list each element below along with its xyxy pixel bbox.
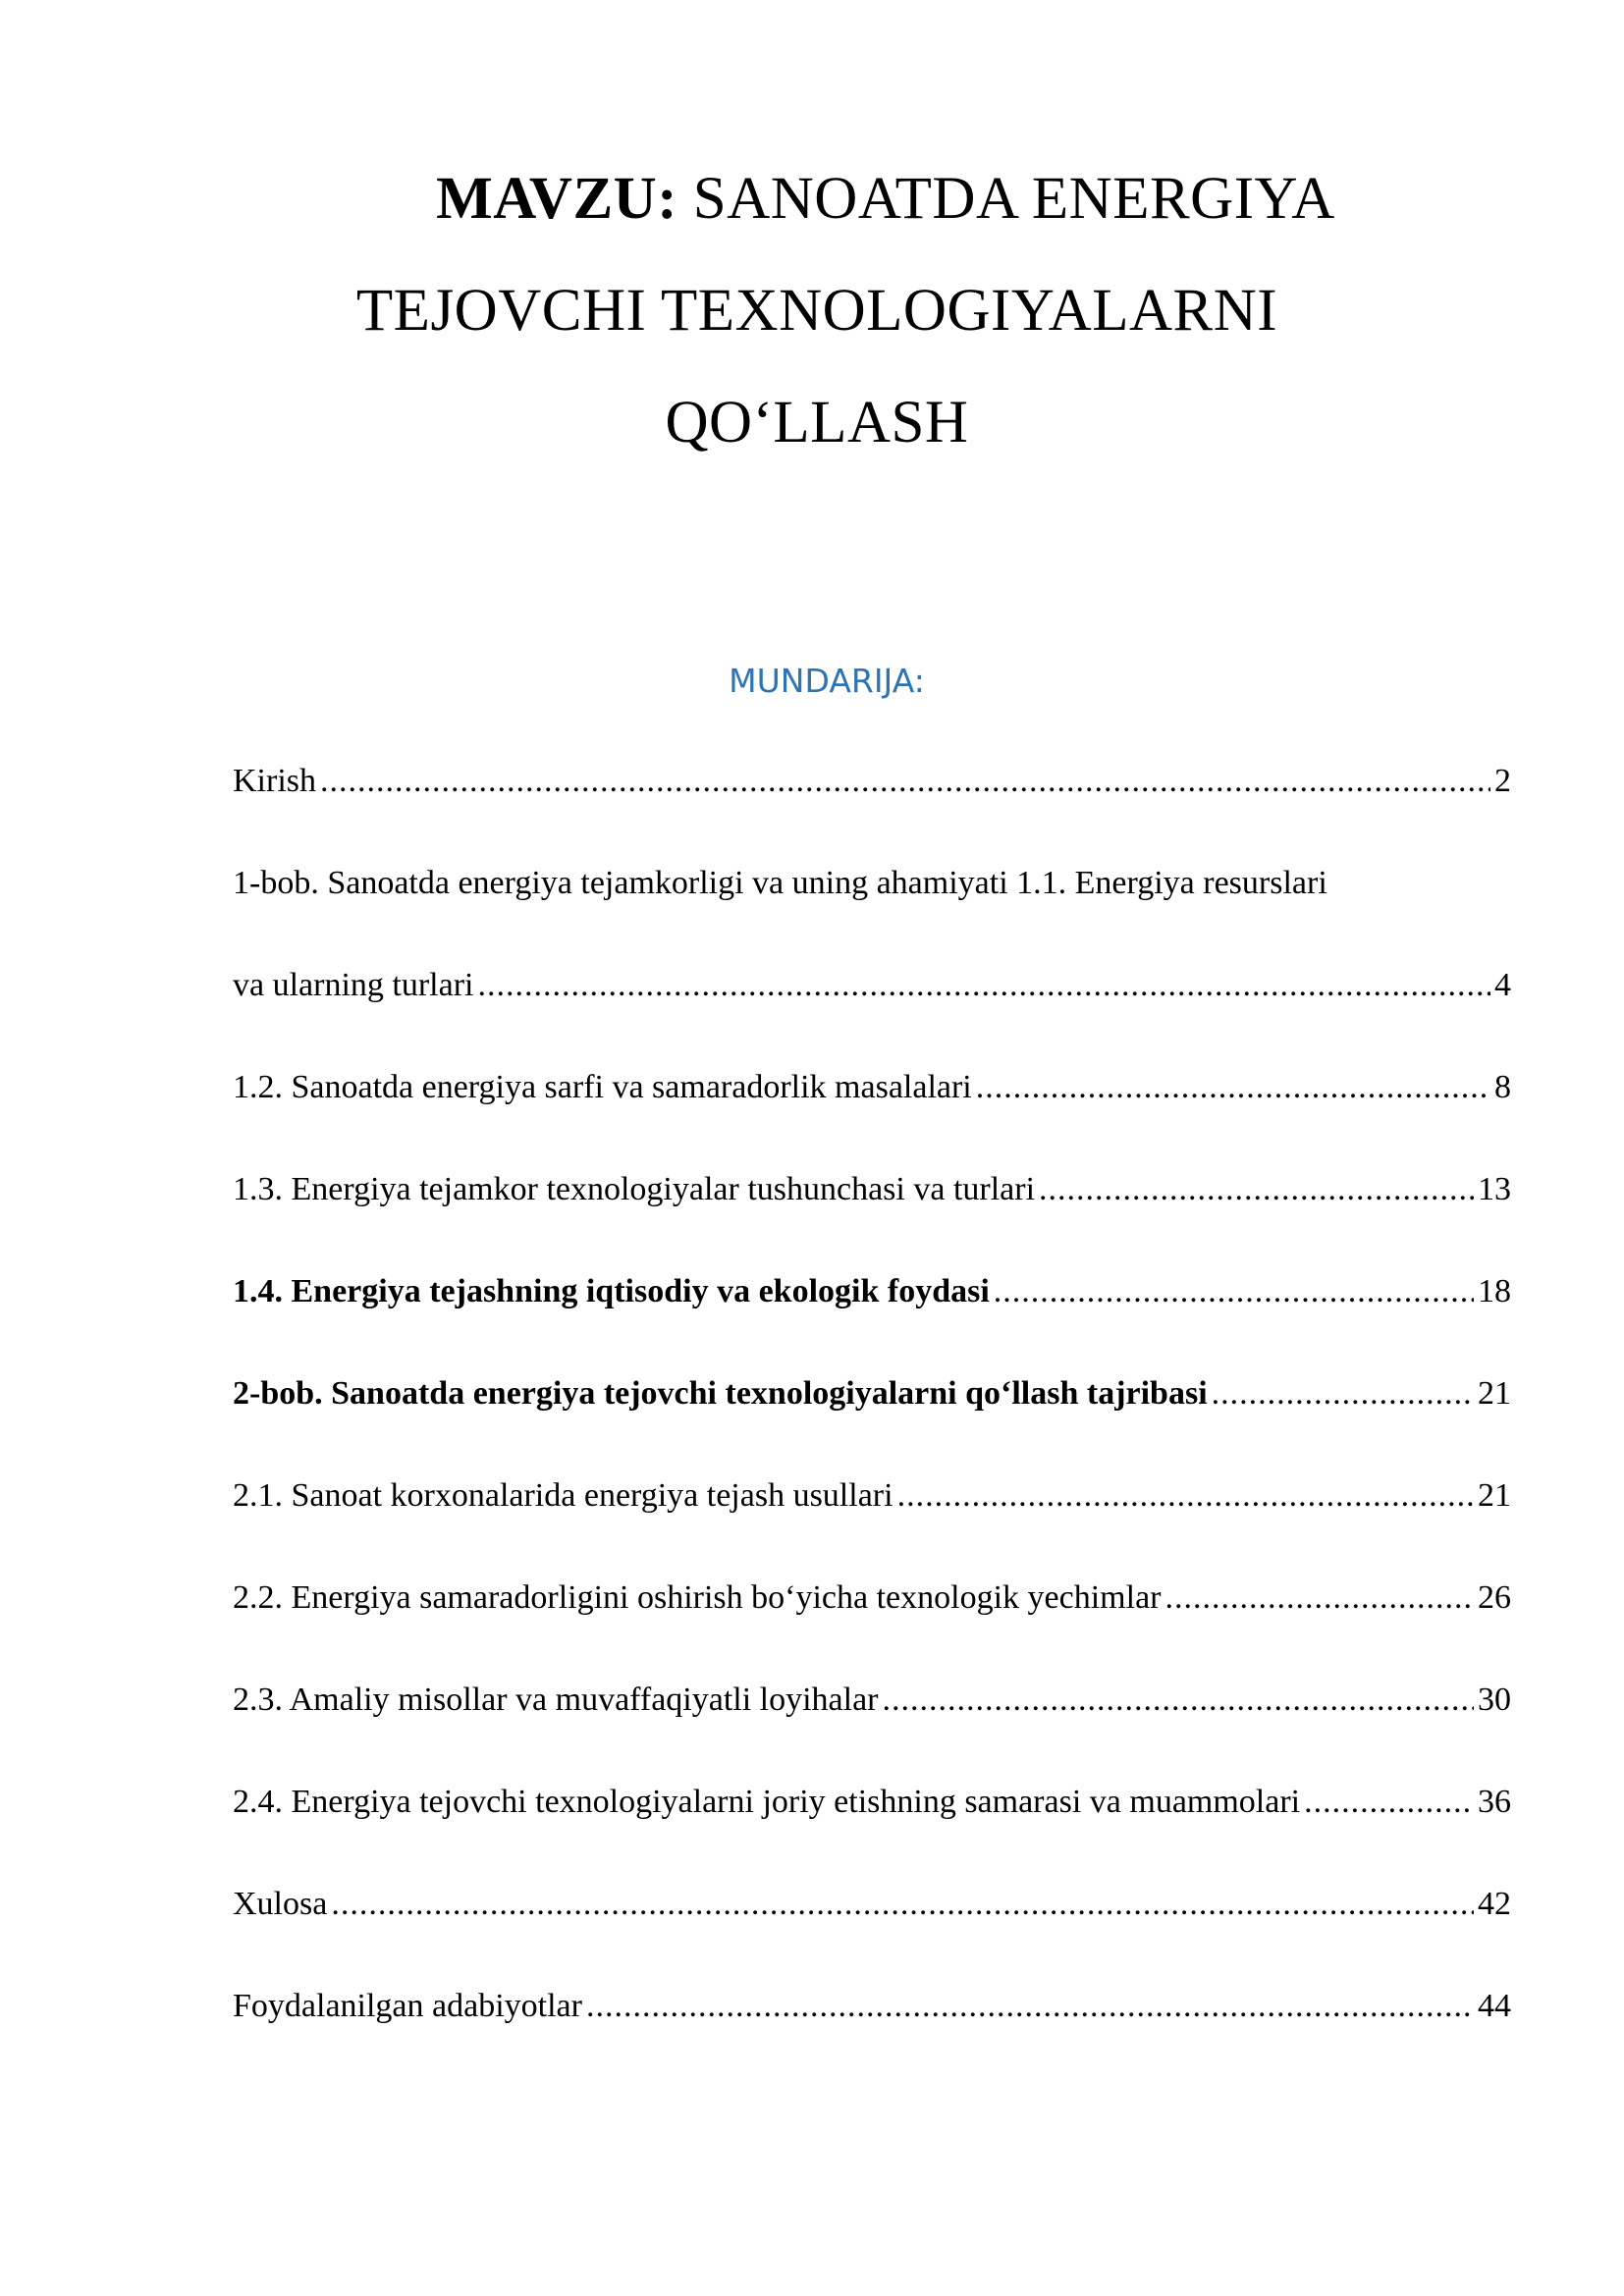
toc-page-number: 21 <box>1478 1375 1511 1412</box>
toc-page-number: 2 <box>1494 763 1511 799</box>
toc-entry-2-1 <box>233 1470 1511 1522</box>
toc-entry-1-3 <box>233 1164 1511 1215</box>
toc-leader-dots <box>1039 1164 1474 1215</box>
toc-leader-dots <box>586 1981 1474 2032</box>
toc-leader-dots <box>994 1266 1474 1317</box>
toc-entry-text: 2.1. Sanoat korxonalarida energiya tejash usullari <box>233 1477 893 1514</box>
toc-leader-dots <box>331 1879 1474 1930</box>
toc-entry-kirish <box>233 756 1511 807</box>
toc-heading: MUNDARIJA: <box>729 662 925 700</box>
toc-page-number: 8 <box>1494 1069 1511 1105</box>
toc-leader-dots <box>1212 1368 1474 1419</box>
toc-leader-dots <box>320 756 1490 807</box>
toc-page-number: 13 <box>1478 1171 1511 1207</box>
title-line-2: TEJOVCHI TEXNOLOGIYALARNI <box>355 278 1278 344</box>
toc-leader-dots <box>477 960 1490 1011</box>
toc-entry-xulosa <box>233 1879 1511 1930</box>
title-line-1-text: SANOATDA ENERGIYA <box>677 166 1335 232</box>
toc-leader-dots <box>883 1675 1474 1726</box>
toc-entry-text: 2.2. Energiya samaradorligini oshirish bo‘yicha texnologik yechimlar <box>233 1579 1162 1616</box>
title-line-3: QO‘LLASH <box>665 390 969 455</box>
document-title <box>0 143 1624 479</box>
toc-entry-1-2 <box>233 1062 1511 1113</box>
title-line-1 <box>0 143 1624 255</box>
toc-entry-text: 1.3. Energiya tejamkor texnologiyalar tushunchasi va turlari <box>233 1171 1036 1207</box>
toc-page-number: 21 <box>1478 1477 1511 1514</box>
toc-entry-text: Xulosa <box>233 1886 328 1922</box>
toc-entry-text: 2-bob. Sanoatda energiya tejovchi texnologiyalarni qo‘llash tajribasi <box>233 1375 1208 1412</box>
toc-page-number: 18 <box>1478 1273 1511 1309</box>
toc-page-number: 42 <box>1478 1886 1511 1922</box>
toc-entry-text: 1.4. Energiya tejashning iqtisodiy va ekologik foydasi <box>233 1273 990 1309</box>
toc-entry-chapter-2 <box>233 1368 1511 1419</box>
toc-entry-text: 2.3. Amaliy misollar va muvaffaqiyatli loyihalar <box>233 1682 879 1718</box>
toc-page-number: 44 <box>1478 1988 1511 2024</box>
toc-entry-1-4 <box>233 1266 1511 1317</box>
toc-entry-text: 2.4. Energiya tejovchi texnologiyalarni joriy etishning samarasi va muammolari <box>233 1784 1301 1820</box>
toc-page-number: 36 <box>1478 1784 1511 1820</box>
toc-entry-text: 1.2. Sanoatda energiya sarfi va samaradorlik masalalari <box>233 1069 972 1105</box>
toc-entry-text-line-1: 1-bob. Sanoatda energiya tejamkorligi va uning ahamiyati 1.1. Energiya resurslari <box>233 865 1327 901</box>
toc-entry-text: va ularning turlari <box>233 967 474 1003</box>
toc-entry-2-3 <box>233 1675 1511 1726</box>
toc-leader-dots <box>976 1062 1490 1113</box>
toc-entry-chapter-1 <box>233 865 1511 1011</box>
toc-page-number: 30 <box>1478 1682 1511 1718</box>
toc-entry-text: Kirish <box>233 763 316 799</box>
toc-page-number: 4 <box>1494 967 1511 1003</box>
toc-leader-dots <box>897 1470 1474 1522</box>
toc-entry-2-2 <box>233 1573 1511 1624</box>
toc-leader-dots <box>1164 1573 1474 1624</box>
toc-leader-dots <box>1304 1777 1474 1828</box>
toc-page-number: 26 <box>1478 1579 1511 1616</box>
title-label: MAVZU: <box>436 166 678 232</box>
toc-entry-2-4 <box>233 1777 1511 1828</box>
toc-entry-text: Foydalanilgan adabiyotlar <box>233 1988 582 2024</box>
toc-entry-references <box>233 1981 1511 2032</box>
